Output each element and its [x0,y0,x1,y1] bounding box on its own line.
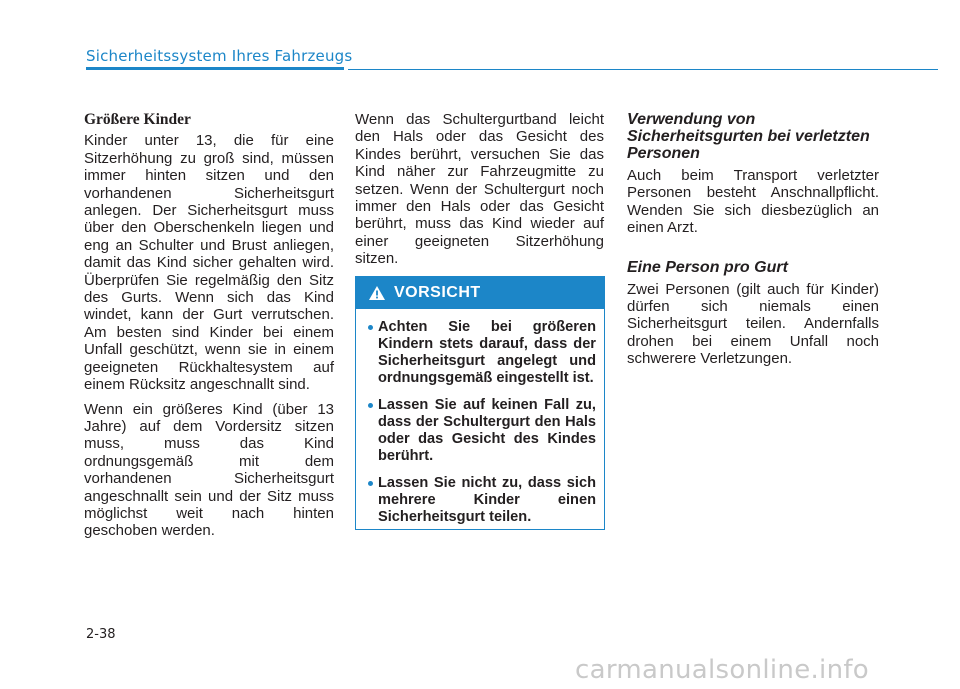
caution-item [368,319,596,387]
caution-header [356,277,604,309]
caution-item-text: Achten Sie bei größeren Kindern stets darauf, dass der Sicherheitsgurt angelegt und ordnungsgemäß eingestellt ist. [378,319,596,386]
section-title: Sicherheitssystem Ihres Fahrzeugs [86,47,353,65]
page-number: 2-38 [86,627,116,642]
heading-verletzte-personen: Verwendung von Sicherheitsgurten bei verletzten Personen [627,111,870,162]
bullet-icon [368,481,373,486]
caution-item-text: Lassen Sie nicht zu, dass sich mehrere Kinder einen Sicherheitsgurt teilen. [378,475,596,525]
caution-item [368,475,596,526]
column-1 [84,111,334,547]
bullet-icon [368,325,373,330]
caution-list [356,309,604,526]
column-3 [627,111,879,375]
caution-box [355,276,605,530]
paragraph: Wenn ein größeres Kind (über 13 Jahre) auf dem Vordersitz sitzen muss, muss das Kind ordnungsgemäß mit dem vorhandenen Sicherheitsgurt angeschnallt sein und der Sitz muss möglichst weit nach hinten geschoben werden. [84,400,334,540]
watermark: carmanualsonline.info [575,655,870,685]
bullet-icon [368,403,373,408]
paragraph: Wenn das Schultergurtband leicht den Hals oder das Gesicht des Kindes berührt, versuchen Sie das Kind näher zur Fahrzeugmitte zu setzen. Wenn der Schultergurt noch immer den Hals oder das Gesicht berührt, muss das Kind wieder auf einer geeigneten Sitzerhöhung sitzen. [355,111,604,268]
warning-triangle-icon [368,285,386,301]
header-rule-thick [86,67,344,70]
paragraph: Auch beim Transport verletzter Personen besteht Anschnallpflicht. Wenden Sie sich diesbezüglich an einen Arzt. [627,167,879,237]
header-rule-thin [348,69,938,70]
caution-label: VORSICHT [394,284,481,301]
heading-eine-person-pro-gurt: Eine Person pro Gurt [627,258,788,276]
paragraph: Zwei Personen (gilt auch für Kinder) dürfen sich niemals einen Sicherheitsgurt teilen. Andernfalls drohen bei einem Unfall noch schwerere Verletzungen. [627,280,879,368]
paragraph: Kinder unter 13, die für eine Sitzerhöhung zu groß sind, müssen immer hinten sitzen und den vorhandenen Sicherheitsgurt anlegen. Der Sicherheitsgurt muss über den Oberschenkeln liegen und eng an Schulter und Brust anliegen, damit das Kind sicher gehalten wird. Überprüfen Sie regelmäßig den Sitz des Gurts. Wenn sich das Kind windet, kann der Gurt verrutschen. Am besten sind Kinder bei einem Unfall geschützt, wenn sie in einem geeigneten Rückhaltesystem auf einem Rücksitz angeschnallt sind. [84,132,334,394]
heading-groessere-kinder: Größere Kinder [84,111,191,128]
caution-item [368,397,596,465]
column-2 [355,111,604,275]
caution-item-text: Lassen Sie auf keinen Fall zu, dass der Schultergurt den Hals oder das Gesicht des Kindes berührt. [378,397,596,464]
